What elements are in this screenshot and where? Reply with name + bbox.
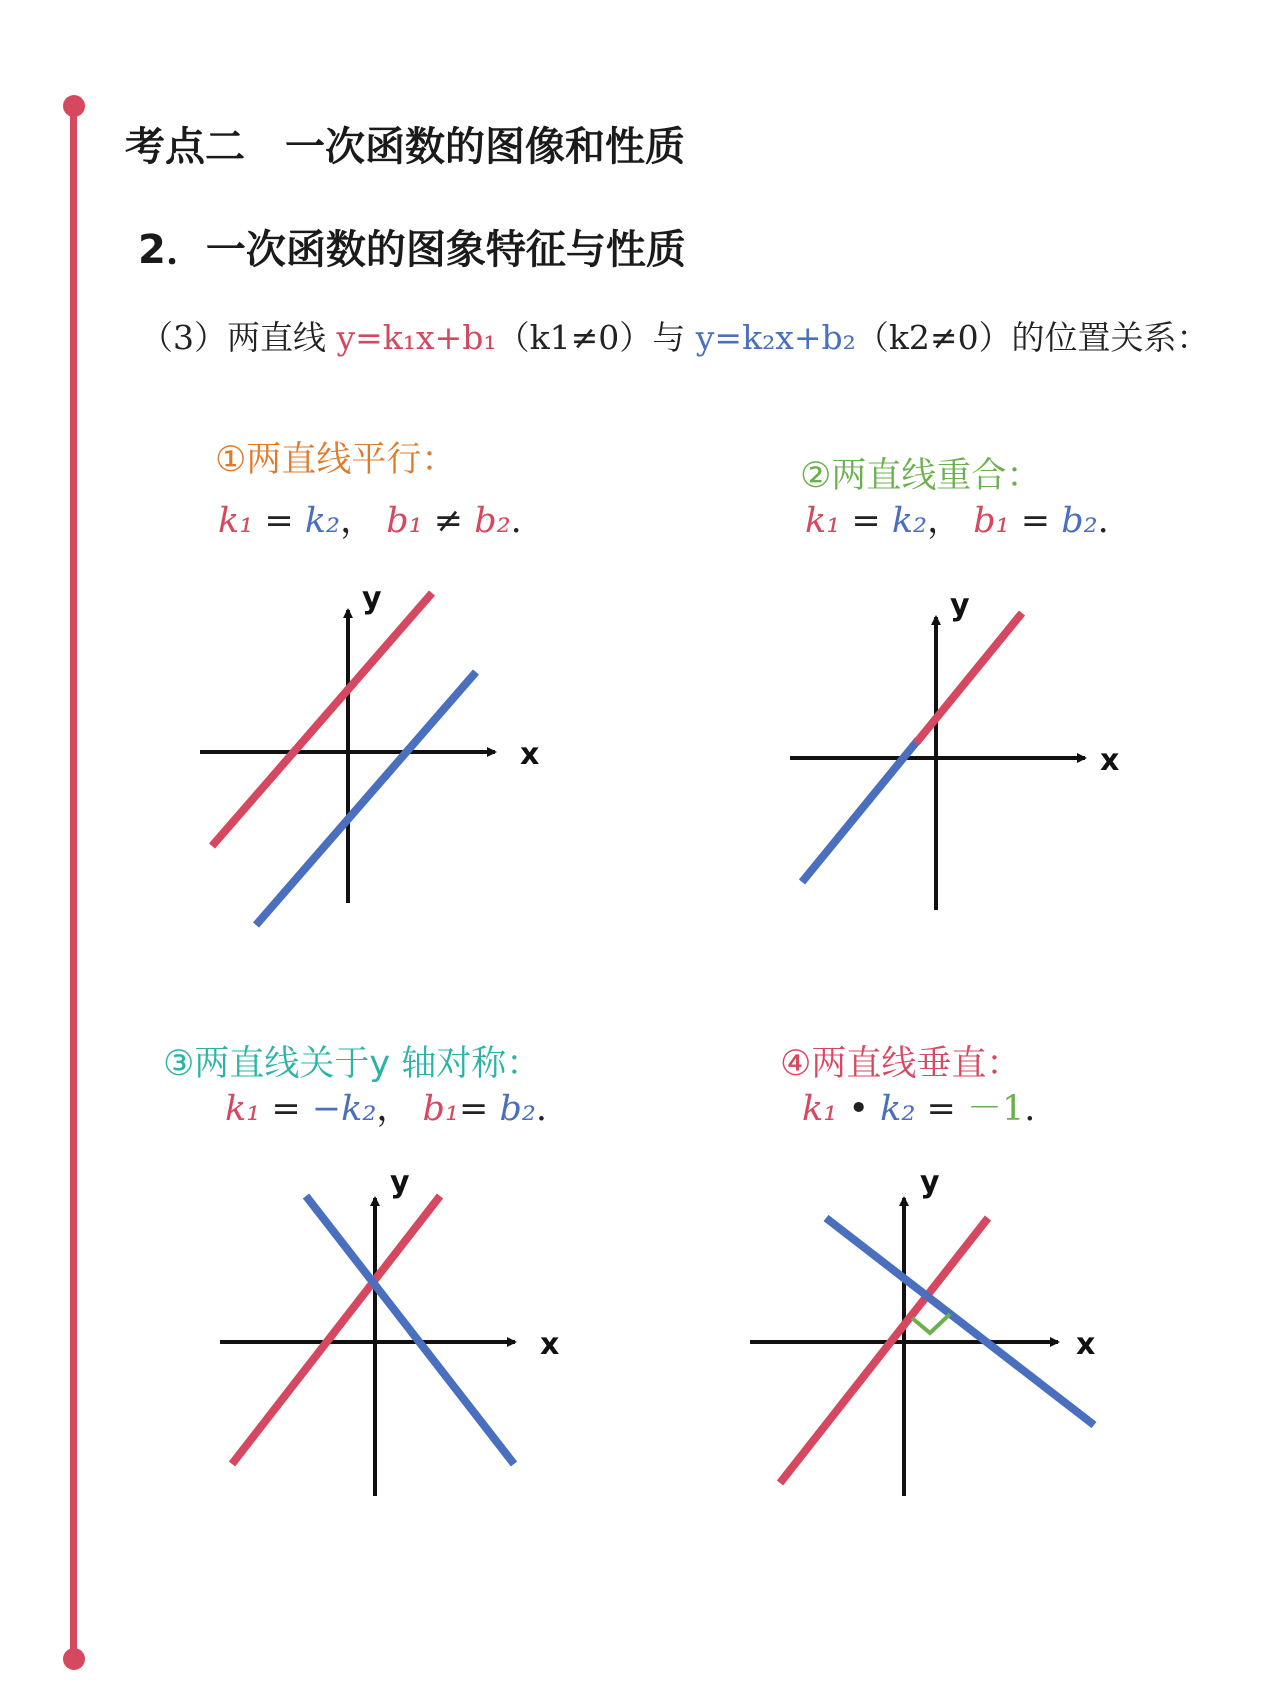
- y-axis-label: y: [950, 588, 970, 623]
- graph-perpendicular: [740, 1168, 1100, 1528]
- formula-k1: k₁: [802, 1089, 838, 1129]
- line-2-blue: [802, 740, 918, 882]
- formula-b2: b₂: [499, 1089, 536, 1129]
- formula-sep: ，: [376, 1089, 423, 1129]
- y-axis-label: y: [362, 581, 382, 616]
- formula-sep: ，: [340, 501, 387, 541]
- case-perpendicular-formula: [802, 1081, 1035, 1131]
- side-rail: [70, 104, 77, 1656]
- line-1-red: [212, 593, 432, 846]
- formula-op: =: [840, 501, 892, 541]
- y-axis-label: y: [390, 1168, 410, 1200]
- formula-b2: b₂: [474, 501, 511, 541]
- formula-b1: b₁: [973, 501, 1010, 541]
- case-perpendicular-title: ④两直线垂直：: [780, 1044, 1022, 1084]
- graph-symmetric: [210, 1168, 570, 1528]
- formula-op: =: [1009, 501, 1062, 541]
- formula-k1: k₁: [805, 501, 841, 541]
- formula-k2: k₂: [891, 501, 928, 541]
- section-title: 2．一次函数的图象特征与性质: [138, 227, 686, 273]
- graph-coincide: [780, 585, 1140, 945]
- x-axis-label: x: [520, 737, 540, 772]
- formula-end: .: [510, 501, 522, 541]
- formula-op: =: [253, 501, 305, 541]
- formula-k1: k₁: [225, 1089, 261, 1129]
- y-axis-label: y: [920, 1168, 940, 1200]
- line2-equation: y=k₂x+b₂: [695, 318, 856, 357]
- rail-top-dot: [63, 95, 85, 117]
- case-parallel-title: ①两直线平行：: [215, 440, 457, 480]
- relation-prefix: （3）两直线: [140, 318, 337, 357]
- x-axis-label: x: [1076, 1327, 1096, 1362]
- line-1-red: [916, 613, 1022, 743]
- formula-op: =: [458, 1089, 500, 1129]
- x-axis-label: x: [540, 1327, 560, 1362]
- graph-parallel: [190, 578, 550, 938]
- formula-b1: b₁: [386, 501, 423, 541]
- formula-op: =: [260, 1089, 312, 1129]
- line1-equation: y=k₁x+b₁: [336, 318, 497, 357]
- formula-sep: ，: [927, 501, 974, 541]
- formula-k1: k₁: [218, 501, 254, 541]
- formula-k2: k₂: [880, 1089, 916, 1129]
- formula-b2: b₂: [1061, 501, 1098, 541]
- formula-neg-k2: −k₂: [311, 1089, 377, 1129]
- topic-title: 考点二 一次函数的图像和性质: [125, 124, 685, 170]
- relation-statement: [140, 312, 1210, 359]
- formula-op: ≠: [422, 501, 475, 541]
- formula-end: .: [1024, 1089, 1036, 1129]
- formula-b1: b₁: [422, 1089, 459, 1129]
- case-symmetric-title: ③两直线关于y 轴对称：: [163, 1044, 542, 1084]
- right-angle-mark: [912, 1314, 950, 1333]
- formula-end: .: [1097, 501, 1109, 541]
- x-axis-label: x: [1100, 743, 1120, 778]
- case-coincide-formula: [805, 493, 1109, 543]
- formula-op: •: [837, 1089, 881, 1129]
- line-2-blue: [256, 672, 476, 925]
- line2-condition: （k2≠0）的位置关系：: [855, 318, 1210, 357]
- formula-sep: =: [915, 1089, 967, 1129]
- line1-condition: （k1≠0）与: [496, 318, 696, 357]
- case-parallel-formula: [218, 493, 522, 543]
- case-coincide-title: ②两直线重合：: [800, 456, 1042, 496]
- formula-k2: k₂: [304, 501, 341, 541]
- formula-minus-one: －1: [966, 1089, 1025, 1129]
- rail-bottom-dot: [63, 1648, 85, 1670]
- formula-end: .: [535, 1089, 548, 1129]
- case-symmetric-formula: [225, 1081, 547, 1131]
